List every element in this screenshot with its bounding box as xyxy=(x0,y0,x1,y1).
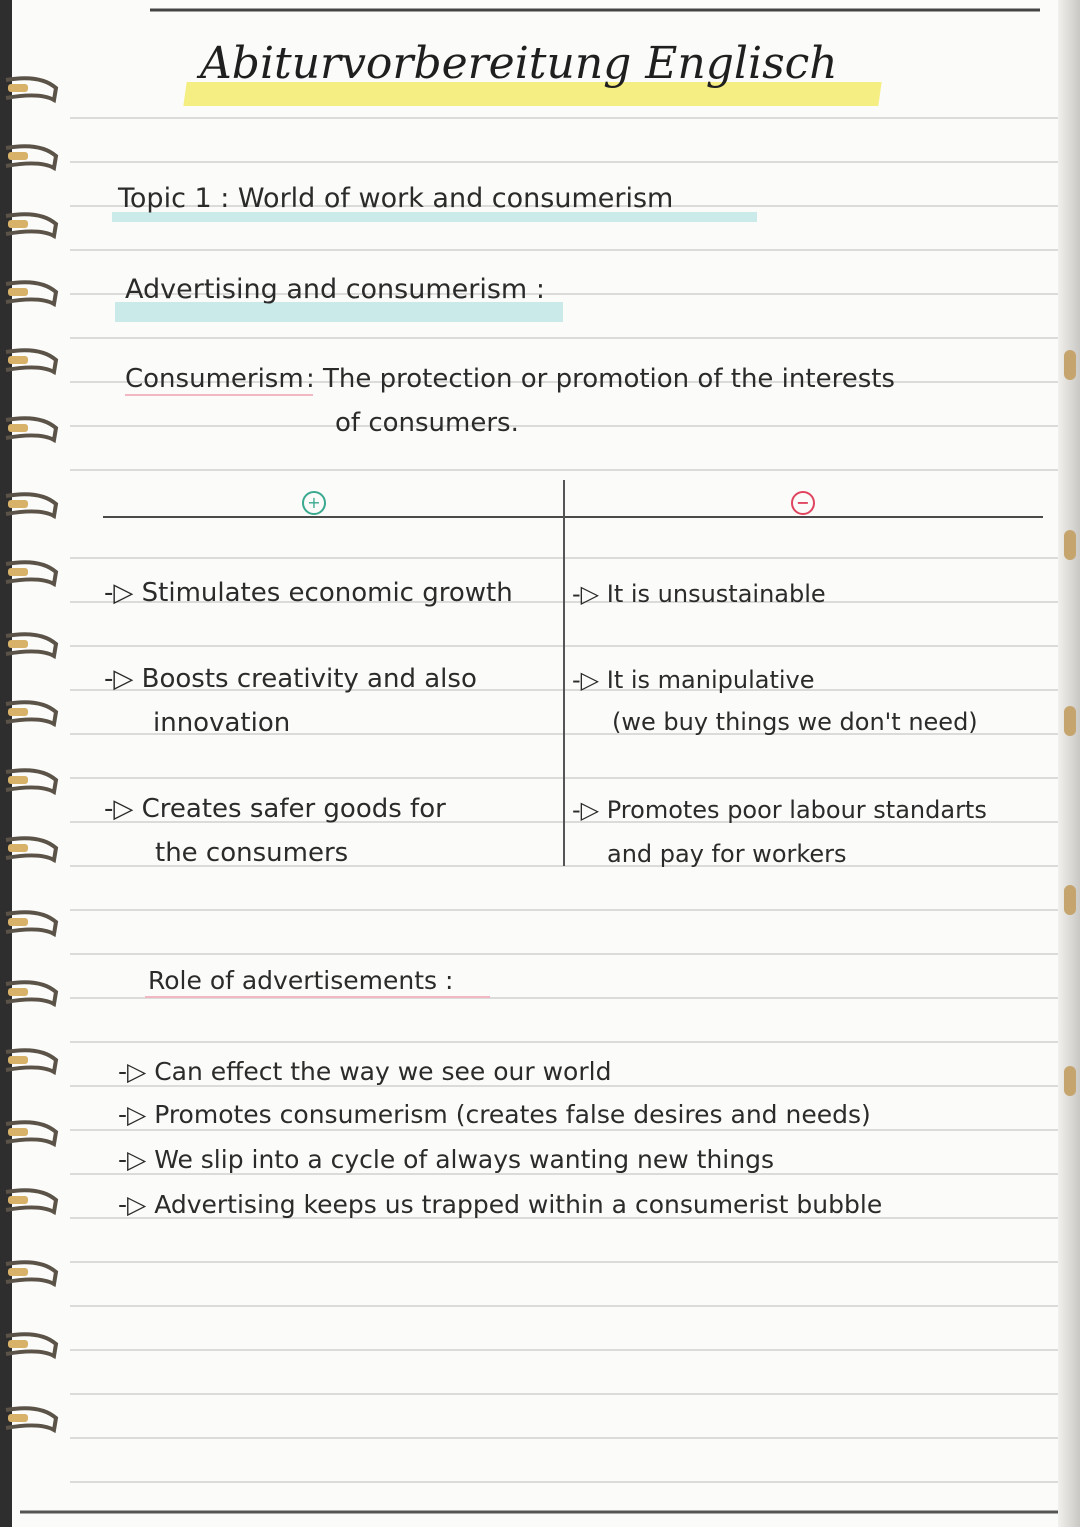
page-tab xyxy=(1064,885,1076,915)
table-divider xyxy=(563,480,565,866)
pro-item-2-cont: innovation xyxy=(153,708,291,738)
role-heading-underline xyxy=(145,996,490,998)
role-heading: Role of advertisements : xyxy=(148,966,454,995)
plus-circle-icon: + xyxy=(302,491,326,515)
con-item-1: -▷ It is unsustainable xyxy=(572,580,826,608)
role-point-4: -▷ Advertising keeps us trapped within a consumerist bubble xyxy=(118,1190,883,1219)
page-tab xyxy=(1064,1066,1076,1096)
page-tab xyxy=(1064,530,1076,560)
minus-circle-icon: − xyxy=(791,491,815,515)
page-tab xyxy=(1064,350,1076,380)
page-edge xyxy=(1058,0,1080,1527)
pro-item-1: -▷ Stimulates economic growth xyxy=(104,578,513,608)
pro-item-2: -▷ Boosts creativity and also xyxy=(104,664,477,694)
role-point-1: -▷ Can effect the way we see our world xyxy=(118,1057,612,1086)
con-item-3: -▷ Promotes poor labour standarts xyxy=(572,796,987,824)
table-header-rule xyxy=(103,516,1043,518)
section-heading: Advertising and consumerism : xyxy=(125,274,545,305)
section-heading-highlight xyxy=(115,302,563,322)
con-item-3-cont: and pay for workers xyxy=(607,840,847,868)
con-item-2: -▷ It is manipulative xyxy=(572,666,815,694)
page-tab xyxy=(1064,706,1076,736)
pro-item-3: -▷ Creates safer goods for xyxy=(104,794,446,824)
role-point-3: -▷ We slip into a cycle of always wanting new things xyxy=(118,1145,774,1174)
con-item-2-cont: (we buy things we don't need) xyxy=(612,708,978,736)
pro-item-3-cont: the consumers xyxy=(155,838,349,868)
page-title: Abiturvorbereitung Englisch xyxy=(200,38,838,89)
topic-label: Topic 1 : World of work and consumerism xyxy=(118,183,674,214)
definition-line-1: : The protection or promotion of the interests xyxy=(306,364,895,394)
role-point-2: -▷ Promotes consumerism (creates false desires and needs) xyxy=(118,1100,871,1129)
spiral-binding xyxy=(0,0,70,1527)
definition-line-2: of consumers. xyxy=(335,408,519,438)
definition-term: Consumerism xyxy=(125,364,304,394)
term-underline xyxy=(125,394,313,396)
